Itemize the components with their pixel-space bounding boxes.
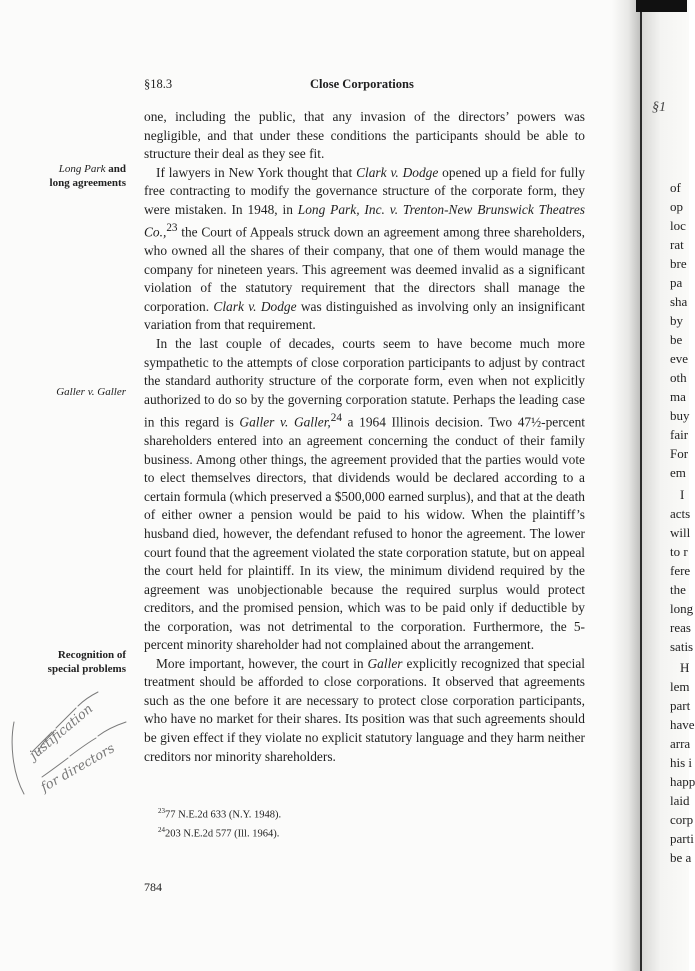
paragraph-3: In the last couple of decades, courts seem to have become much more sympathetic to the attempts of close corporation participants to adjust by contract the standard authority structure of the corporate form, even when not explicitly authorized to do so by the governing corporation statute. Perhaps the leading case in this regard is Galler v. Galler,$^{24}$ a 1964 Illinois decision. Two 47½-percent shareholders entered into an agreement concerning the conduct of their family business. Among other things, the agreement provided that the parties would vote to elect themselves directors, that dividends would be declared according to a certain formula (which preserved a $500,000 earned surplus), and that at the death of either owner a pension would be paid to his widow. When the plaintiff’s husband died, however, the defendant refused to honor the agreement. The lower court found that the agreement violated the state corporation statute, but on appeal the court held for plaintiff. In its view, the minimum dividend required by the agreement was unobjectionable because the required surplus would protect creditors, and the promised pension, which was to be paid only if deductible by the corporation, was not detrimental to the corporation. Furthermore, the 5-percent minority shareholder had not complained about the arrangement. [144, 336, 586, 653]
paragraph-2: If lawyers in New York thought that Clark v. Dodge opened up a field for fully free contracting to modify the governance structure of the corporate form, they were mistaken. In 1948, in Long Park, Inc. v. Trenton-New Brunswick Theatres Co.,$^{23}$ the Court of Appeals struck down an agreement among three shareholders, who owned all the shares of their company, that one of them would manage the company for nineteen years. This agreement was deemed invalid as a significant violation of the statutory requirement that the directors shall manage the corporation. Clark v. Dodge was distinguished as involving only an insignificant variation from that requirement. [144, 164, 586, 333]
right-page-text-fragments: of op loc rat bre pa sha by be eve oth ma buy fair For em I acts will to r fere the long reas satis H lem part have arra his i happ laid corp parti be a [670, 180, 695, 865]
footnote-24: $^{24}$203 N.E.2d 577 (Ill. 1964). [158, 825, 280, 839]
page-number: 784 [144, 880, 162, 894]
right-page-header: §1 [652, 100, 666, 115]
chapter-title: Close Corporations [310, 77, 414, 91]
paragraph-4: More important, however, the court in Galler explicitly recognized that special treatment should be afforded to close corporations. It observed that agreements such as the one before it are necessary to protect close corporation participants, who have no market for their shares. Its position was that such agreements should be given effect if they violate no explicit statutory language and they harm neither creditors nor minority shareholders. [144, 655, 585, 764]
handwritten-annotation [2, 682, 142, 802]
footnotes [158, 804, 538, 841]
svg-text:for directors: for directors [38, 741, 118, 796]
margin-note-galler: Galler v. Galler [56, 386, 126, 398]
svg-text:justification: justification [26, 701, 97, 764]
paragraph-1: one, including the public, that any invasion of the directors’ powers was negligible, and that under these conditions the participants should be able to structure their deal as they see fit. [144, 109, 585, 162]
margin-note-recognition: Recognition of special problems [47, 649, 126, 675]
footnote-ref-23: 23 [166, 222, 178, 235]
footnote-23: $^{23}$77 N.E.2d 633 (N.Y. 1948). [158, 807, 282, 821]
section-number: §18.3 [144, 77, 173, 91]
running-header [144, 77, 584, 95]
footnote-ref-24: 24 [330, 412, 342, 425]
body-text [144, 108, 585, 766]
margin-note-long-park: Long Park and long agreements [49, 163, 126, 189]
